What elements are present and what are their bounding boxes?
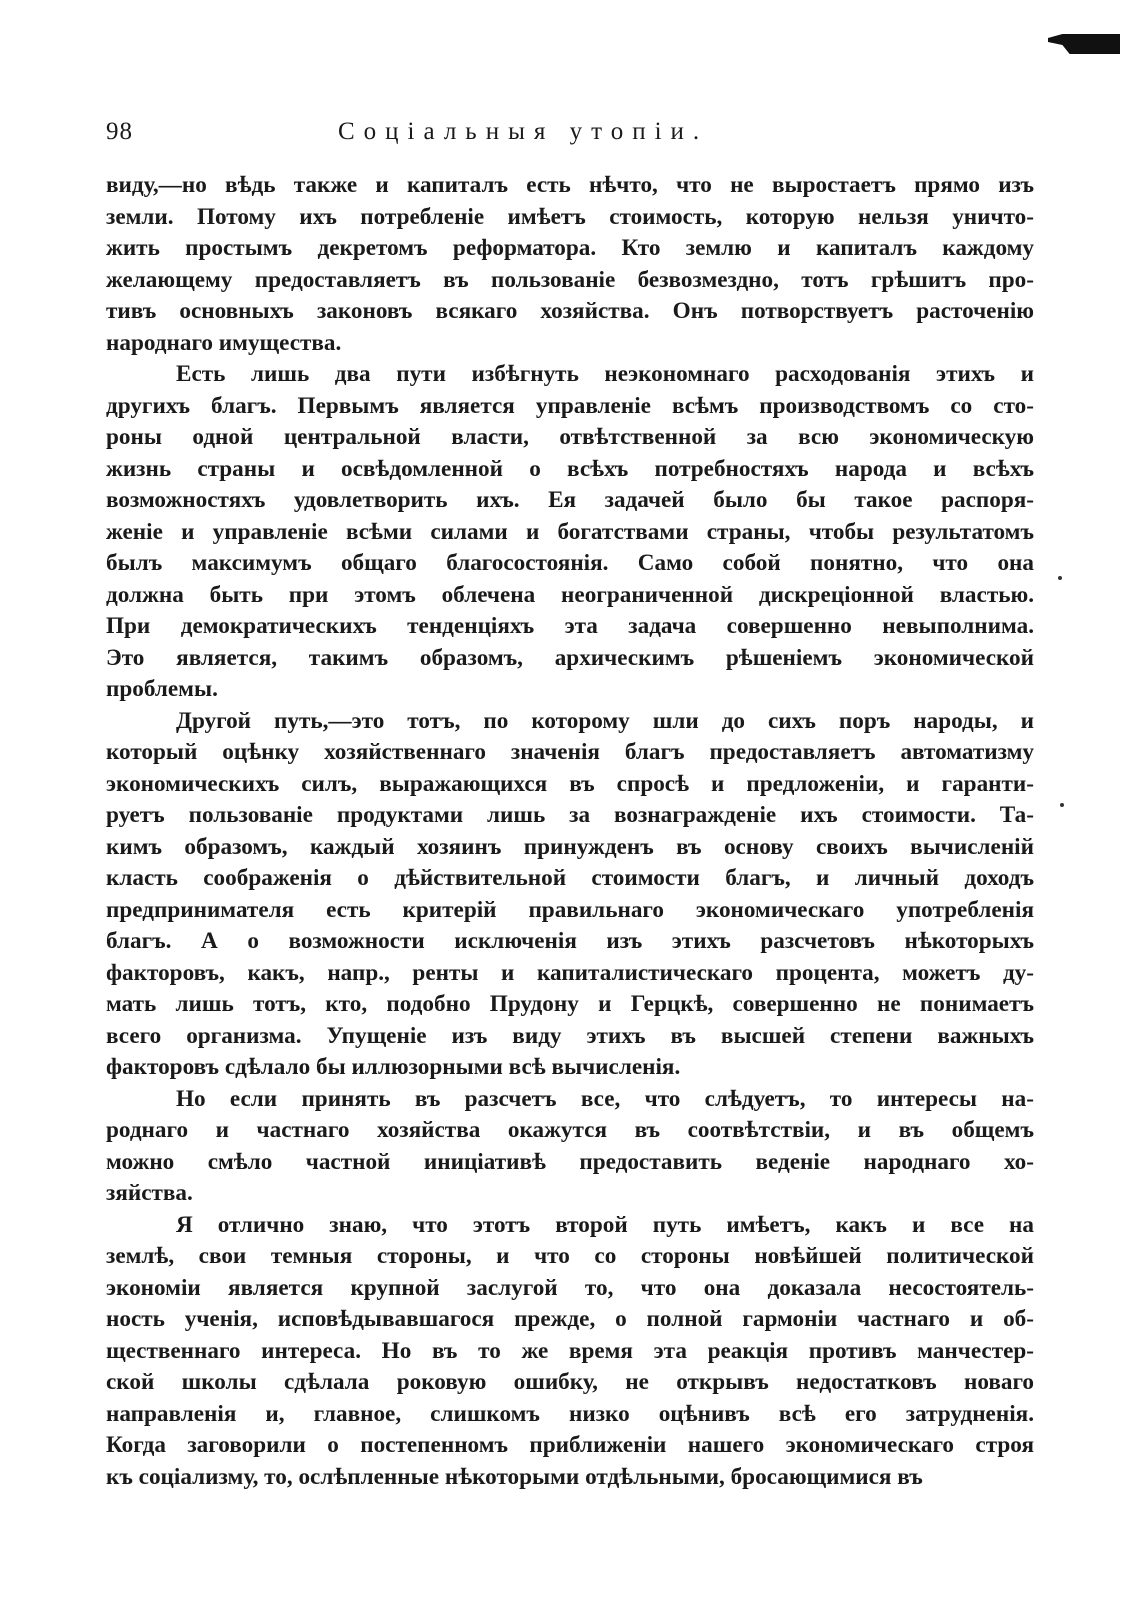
scan-artifact-mark: [1048, 34, 1120, 54]
text-line: руетъ пользованіе продуктами лишь за вознагражденіе ихъ стоимости. Та-: [106, 802, 1034, 828]
text-line: щественнаго интереса. Но въ то же время эта реакція противъ манчестер-: [106, 1337, 1034, 1364]
paragraph: [106, 359, 1034, 706]
text-line: факторовъ сдѣлало бы иллюзорными всѣ вычисленія.: [106, 1054, 681, 1080]
text-line: класть соображенія о дѣйствительной стоимости благъ, и личный доходъ: [106, 865, 1034, 891]
running-title: Соціальныя утопіи.: [338, 118, 709, 145]
scan-speck: [1058, 576, 1062, 580]
text-line: жить простымъ декретомъ реформатора. Кто землю и капиталъ каждому: [106, 235, 1034, 261]
text-line: который оцѣнку хозяйственнаго значенія благъ предоставляетъ автоматизму: [106, 739, 1034, 765]
paragraph: [106, 170, 1034, 359]
text-line: благъ. А о возможности исключенія изъ этихъ разсчетовъ нѣкоторыхъ: [106, 928, 1034, 954]
text-line: тивъ основныхъ законовъ всякаго хозяйства. Онъ потворствуетъ расточенію: [106, 298, 1034, 324]
text-line: Другой путь,—это тотъ, по которому шли до сихъ поръ народы, и: [176, 707, 1034, 734]
paragraph: [106, 1210, 1034, 1494]
text-line: другихъ благъ. Первымъ является управленіе всѣмъ производствомъ со сто-: [106, 392, 1034, 419]
text-line: мать лишь тотъ, кто, подобно Прудону и Герцкѣ, совершенно не понимаетъ: [106, 991, 1034, 1017]
text-line: желающему предоставляетъ въ пользованіе безвозмездно, тотъ грѣшитъ про-: [106, 266, 1034, 293]
page-header: [106, 112, 1034, 152]
text-line: Это является, такимъ образомъ, архическимъ рѣшеніемъ экономической: [106, 644, 1034, 671]
text-line: роднаго и частнаго хозяйства окажутся въ соотвѣтствіи, и въ общемъ: [106, 1117, 1034, 1143]
text-line: землѣ, свои темныя стороны, и что со стороны новѣйшей политической: [106, 1243, 1034, 1269]
text-line: жизнь страны и освѣдомленной о всѣхъ потребностяхъ народа и всѣхъ: [106, 455, 1034, 482]
text-line: факторовъ, какъ, напр., ренты и капиталистическаго процента, можетъ ду-: [106, 959, 1034, 986]
text-line: ской школы сдѣлала роковую ошибку, не открывъ недостатковъ новаго: [106, 1369, 1034, 1395]
text-line: кимъ образомъ, каждый хозяинъ принужденъ въ основу своихъ вычисленій: [106, 833, 1034, 860]
text-line: При демократическихъ тенденціяхъ эта задача совершенно невыполнима.: [106, 613, 1034, 639]
text-line: возможностяхъ удовлетворить ихъ. Ея задачей было бы такое распоря-: [106, 487, 1034, 513]
paragraph: [106, 706, 1034, 1084]
text-line: роны одной центральной власти, отвѣтственной за всю экономическую: [106, 424, 1034, 450]
text-line: былъ максимумъ общаго благосостоянія. Само собой понятно, что она: [106, 550, 1034, 576]
text-line: проблемы.: [106, 676, 218, 702]
text-line: можно смѣло частной иниціативѣ предоставить веденіе народнаго хо-: [106, 1148, 1034, 1175]
text-line: Я отлично знаю, что этотъ второй путь имѣетъ, какъ и все на: [176, 1211, 1034, 1238]
text-line: Но если принять въ разсчетъ все, что слѣдуетъ, то интересы на-: [176, 1085, 1034, 1112]
text-line: земли. Потому ихъ потребленіе имѣетъ стоимость, которую нельзя уничто-: [106, 203, 1034, 230]
text-line: предпринимателя есть критерій правильнаго экономическаго употребленія: [106, 896, 1034, 923]
paragraph: [106, 1084, 1034, 1210]
text-line: виду,—но вѣдь также и капиталъ есть нѣчто, что не выростаетъ прямо изъ: [106, 172, 1034, 198]
text-line: всего организма. Упущеніе изъ виду этихъ въ высшей степени важныхъ: [106, 1022, 1034, 1049]
text-line: Когда заговорили о постепенномъ приближеніи нашего экономическаго строя: [106, 1432, 1034, 1458]
text-line: должна быть при этомъ облечена неограниченной дискреціонной властью.: [106, 581, 1034, 608]
scan-speck: [1060, 803, 1064, 807]
text-line: къ соціализму, то, ослѣпленные нѣкоторыми отдѣльными, бросающимися въ: [106, 1463, 923, 1490]
text-line: направленія и, главное, слишкомъ низко оцѣнивъ всѣ его затрудненія.: [106, 1400, 1034, 1427]
text-line: народнаго имущества.: [106, 329, 342, 356]
text-line: женіе и управленіе всѣми силами и богатствами страны, чтобы результатомъ: [106, 518, 1034, 545]
text-line: зяйства.: [106, 1180, 193, 1206]
text-line: Есть лишь два пути избѣгнуть неэкономнаго расходованія этихъ и: [176, 361, 1034, 387]
text-line: экономіи является крупной заслугой то, что она доказала несостоятель-: [106, 1274, 1034, 1301]
text-line: ность ученія, исповѣдывавшагося прежде, о полной гармоніи частнаго и об-: [106, 1306, 1034, 1332]
text-line: экономическихъ силъ, выражающихся въ спросѣ и предложеніи, и гаранти-: [106, 770, 1034, 797]
body-text: [106, 170, 1034, 1493]
page-number: 98: [106, 118, 133, 145]
